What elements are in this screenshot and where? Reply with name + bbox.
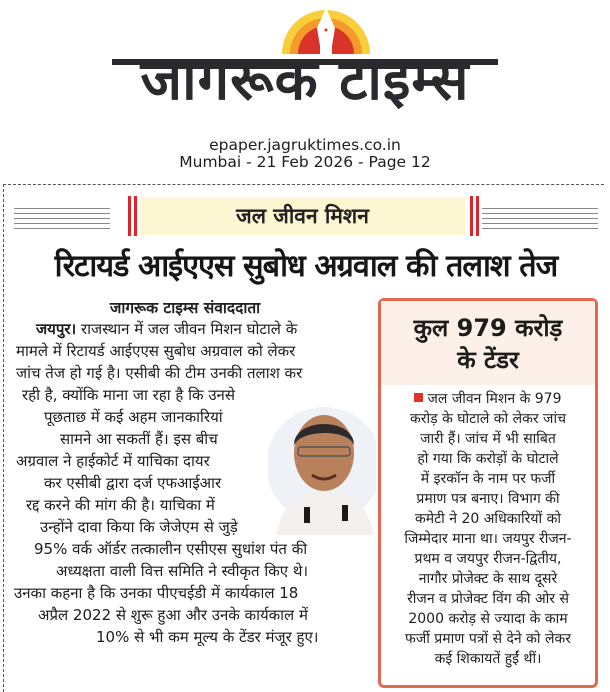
sidebar-line: कई शिकायतें हुईं थीं। [434, 651, 542, 667]
sidebar-line: फर्जी प्रमाण पत्रों से देने को लेकर [405, 631, 571, 647]
masthead [0, 0, 610, 120]
kicker-red-bar [470, 196, 473, 236]
edition-info: Mumbai - 21 Feb 2026 - Page 12 [179, 153, 431, 171]
kicker-red-bar [134, 196, 137, 236]
kicker: जल जीवन मिशन [236, 204, 369, 228]
sidebar-line: 2000 करोड़ से ज्यादा के काम [408, 611, 568, 627]
article-line: उन्होंने दावा किया कि जेजेएम से जुड़े [40, 518, 238, 536]
byline: जागरूक टाइम्स संवाददाता [109, 299, 261, 317]
sidebar-line: जारी हैं। जांच में भी साबित [420, 431, 556, 447]
article-line: रही है, क्योंकि माना जा रहा है कि उनसे [22, 386, 235, 404]
sidebar-title-line1: कुल 979 करोड़ [413, 314, 563, 342]
article-line: रद्द करने की मांग की है। याचिका में [26, 496, 215, 514]
article-line: उनका कहना है कि उनका पीएचईडी में कार्यकाल 18 [14, 584, 299, 602]
article-line: जयपुर। राजस्थान में जल जीवन मिशन घोटाले के [36, 320, 298, 338]
sidebar-line: प्रथम व जयपुर रीजन-द्वितीय, [414, 551, 562, 567]
kicker-rule-right [482, 208, 598, 230]
kicker-red-bar [476, 196, 479, 236]
sidebar-header [381, 301, 595, 385]
sidebar-line: नागौर प्रोजेक्ट के साथ दूसरे [418, 571, 558, 587]
article-line: सामने आ सकतीं हैं। इस बीच [60, 430, 218, 448]
headline: रिटायर्ड आईएएस सुबोध अग्रवाल की तलाश तेज [54, 249, 558, 284]
sidebar-line: रीजन व प्रोजेक्ट विंग की ओर से [407, 591, 569, 607]
sidebar-line: हो गया कि करोड़ों के घोटाले [417, 451, 559, 467]
dateline: जयपुर। [36, 320, 77, 338]
bullet-square-icon [414, 393, 423, 402]
sidebar-line: प्रमाण पत्र बनाए। विभाग की [416, 491, 560, 507]
sidebar-line: कमेटी ने 20 अधिकारियों को [415, 511, 561, 527]
sidebar-line: में इरकॉन के नाम पर फर्जी [420, 471, 556, 487]
person-photo [268, 395, 376, 535]
article-line: अग्रवाल ने हाईकोर्ट में याचिका दायर [16, 452, 210, 470]
site-url[interactable]: epaper.jagruktimes.co.in [209, 136, 401, 154]
kicker-rule-left [14, 208, 110, 230]
article-line: मामले में रिटायर्ड आईएएस सुबोध अग्रवाल को लेकर [16, 342, 296, 360]
sidebar-line: जल जीवन मिशन के 979 [381, 389, 595, 409]
article-line: अध्यक्षता वाली वित्त समिति ने स्वीकृत किए थे। [56, 562, 309, 580]
article-line: कर एसीबी द्वारा दर्ज एफआईआर [44, 474, 222, 492]
article-line: 95% वर्क ऑर्डर तत्कालीन एसीएस सुधांश पंत की [34, 540, 308, 558]
kicker-red-bar [128, 196, 131, 236]
article-line: 10% से भी कम मूल्य के टेंडर मंजूर हुए। [96, 628, 319, 646]
sidebar-line: जिम्मेदार माना था। जयपुर रीजन- [404, 531, 572, 547]
article-line: जांच तेज हो गई है। एसीबी की टीम उनकी तलाश कर [16, 364, 303, 382]
sidebar-box [378, 298, 598, 688]
article-line: पूछताछ में कई अहम जानकारियां [44, 408, 223, 426]
newspaper-logo: जागरूक टाइम्स [140, 48, 470, 113]
sidebar-line: करोड़ के घोटाले को लेकर जांच [410, 411, 566, 427]
sidebar-title-line2: के टेंडर [457, 346, 519, 374]
article-line: अप्रैल 2022 से शुरू हुआ और उनके कार्यकाल में [38, 606, 308, 624]
